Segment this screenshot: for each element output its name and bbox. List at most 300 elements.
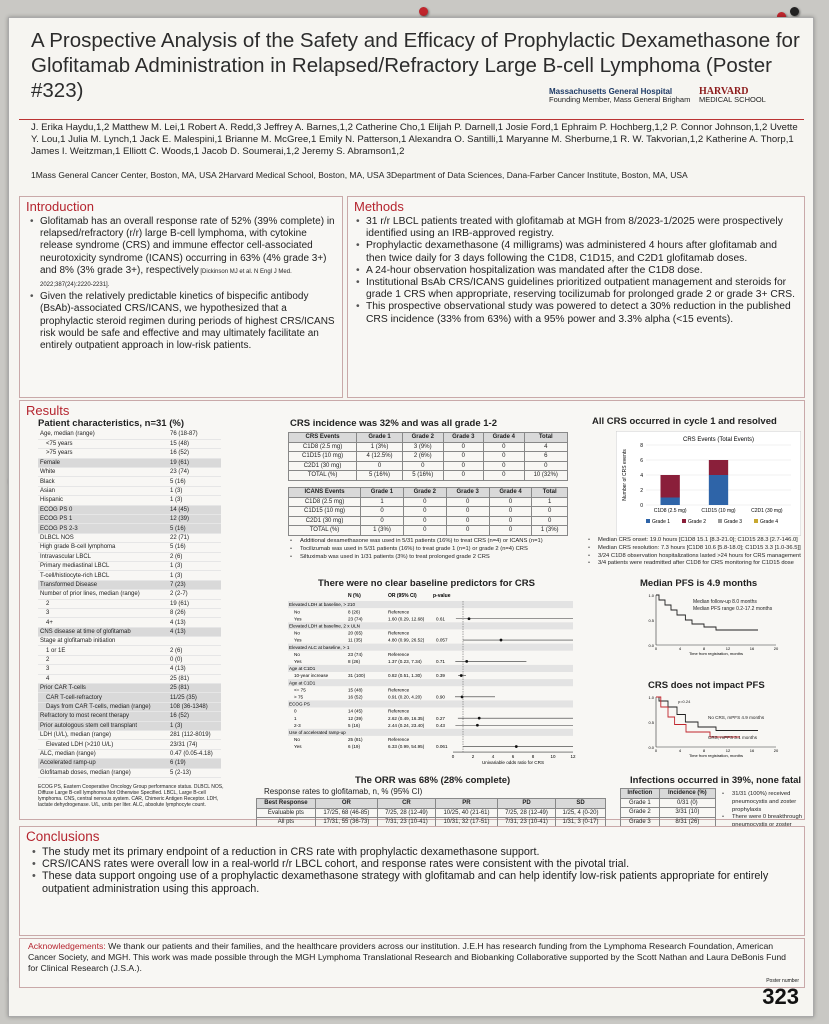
row-label: Use of accelerated ramp-up	[289, 730, 346, 735]
table-cell: 0	[443, 461, 484, 471]
x-tick-label: 10	[550, 754, 556, 760]
row-or: Reference	[388, 609, 410, 615]
row-n: 31 (100)	[348, 673, 366, 679]
table-cell: 10 (32%)	[524, 471, 567, 481]
table-row	[621, 798, 716, 808]
patient-characteristics-title: Patient characteristics, n=31 (%)	[38, 418, 184, 429]
row-value: 4 (13)	[168, 627, 221, 636]
row-value: 6 (19)	[168, 759, 221, 768]
table-row	[38, 430, 221, 439]
conclusions-section	[19, 826, 805, 936]
row-value: 16 (52)	[168, 712, 221, 721]
row-label: Elevated LDH (>210 U/L)	[38, 740, 168, 749]
x-tick-label: 4	[678, 646, 682, 651]
table-cell: 2 (6%)	[403, 452, 444, 462]
table-row	[38, 712, 221, 721]
table-cell: 0	[403, 497, 446, 507]
odds-ratio-point	[460, 674, 463, 677]
row-n: 14 (45)	[348, 708, 363, 714]
row-n: 11 (35)	[348, 637, 363, 643]
header-cell: Total	[532, 488, 568, 498]
row-label: Prior autologous stem cell transplant	[38, 721, 168, 730]
row-n: 23 (74)	[348, 616, 363, 622]
row-p: 0.057	[436, 637, 448, 643]
table-cell: C1D8 (2.5 mg)	[289, 497, 361, 507]
plot-annotation: No CRS, mPFS 4.9 months	[708, 715, 765, 720]
row-label: Elevated LDH at baseline, 2 x ULN	[289, 623, 360, 629]
crs-incidence-title: CRS incidence was 32% and was all grade 1-2	[290, 418, 497, 429]
legend-label: Grade 3	[724, 519, 743, 525]
row-value: 1 (3)	[168, 486, 221, 495]
table-row	[38, 439, 221, 448]
row-p: 0.27	[436, 715, 445, 721]
bar-segment	[709, 475, 728, 505]
table-cell: 10/31, 32 (17-51)	[435, 818, 497, 828]
odds-ratio-point	[468, 617, 471, 620]
x-tick-label: 8	[702, 748, 706, 753]
introduction-section	[19, 196, 343, 398]
table-row	[257, 808, 606, 818]
table-cell: 17/25, 68 (46-85)	[315, 808, 377, 818]
row-value: 19 (61)	[168, 458, 221, 467]
row-p: 0.71	[436, 659, 445, 664]
x-tick-label: 12	[725, 748, 731, 753]
table-cell: 0	[532, 516, 568, 526]
table-row	[38, 590, 221, 599]
list-item: • 31 r/r LBCL patients treated with glofitamab at MGH from 8/2023-1/2025 were prospectively identified using an IRB-approved registry.	[354, 216, 798, 240]
table-cell: Grade 2	[621, 808, 660, 818]
header-cell: Grade 1	[361, 488, 404, 498]
x-tick-label: 20	[773, 748, 779, 753]
table-cell: 0	[489, 516, 532, 526]
row-n: 25 (81)	[348, 737, 363, 743]
row-label: Transformed Disease	[38, 580, 168, 589]
row-label: CNS disease at time of glofitamab	[38, 627, 168, 636]
table-row	[38, 561, 221, 570]
table-row	[289, 497, 568, 507]
table-row	[38, 449, 221, 458]
x-tick-label: 0	[654, 748, 658, 753]
row-label: 3	[38, 665, 168, 674]
pushpin-icon	[790, 7, 799, 16]
y-tick-label: 0.0	[648, 643, 654, 648]
table-cell: 17/31, 55 (36-73)	[315, 818, 377, 828]
row-label: 4	[38, 674, 168, 683]
table-cell: 0	[489, 507, 532, 517]
row-label: High grade B-cell lymphoma	[38, 543, 168, 552]
crs-management-notes	[288, 538, 578, 561]
poster-title: A Prospective Analysis of the Safety and Efficacy of Prophylactic Dexamethasone for Glofitamab Administration in Relapsed/Refractory Large B-cell Lymphoma (Poster #323)	[31, 29, 800, 102]
row-label: Asian	[38, 486, 168, 495]
pfs-title: Median PFS is 4.9 months	[640, 578, 758, 589]
row-label: LDH (U/L), median (range)	[38, 731, 168, 740]
row-label: Intravascular LBCL	[38, 552, 168, 561]
row-or: 0.91 (0.20, 4.20)	[388, 694, 422, 700]
table-row	[38, 693, 221, 702]
table-row	[38, 496, 221, 505]
table-row	[38, 655, 221, 664]
row-label: Number of prior lines, median (range)	[38, 590, 168, 599]
list-item: • Institutional BsAb CRS/ICANS guidelines prioritized outpatient management and steroids for grade 1 CRS when appropriate, reserving tocilizumab for prolonged grade 2 or grade 3+ CRS.	[354, 277, 798, 301]
odds-ratio-point	[476, 724, 479, 727]
bar-segment	[661, 475, 680, 498]
table-header	[289, 433, 568, 443]
x-tick-label: 2	[471, 754, 475, 760]
methods-section	[347, 196, 805, 398]
row-value: 76 (18-87)	[168, 430, 221, 439]
table-cell: 1 (3%)	[361, 526, 404, 536]
row-label: Age at C1D1	[289, 666, 316, 672]
table-cell: TOTAL (%)	[289, 526, 361, 536]
table-cell: 0	[446, 526, 489, 536]
table-cell: 4	[524, 442, 567, 452]
row-value: 25 (81)	[168, 684, 221, 693]
table-cell: 0	[446, 507, 489, 517]
harvard-logo-text: HARVARD	[699, 86, 749, 97]
acknowledgements-heading: Acknowledgements:	[28, 941, 106, 951]
y-tick-label: 2	[640, 488, 643, 494]
table-cell: 5 (16%)	[403, 471, 444, 481]
section-heading: Results	[26, 403, 70, 418]
table-row	[38, 646, 221, 655]
table-cell: 3/31 (10)	[659, 808, 715, 818]
row-or: 0.82 (0.51, 1.30)	[388, 673, 422, 679]
table-row	[38, 486, 221, 495]
row-label: Primary mediastinal LBCL	[38, 561, 168, 570]
table-row	[38, 477, 221, 486]
table-cell: 4 (12.5%)	[357, 452, 403, 462]
crs-pfs-km-plot	[638, 693, 788, 778]
odds-ratio-point	[500, 639, 503, 642]
row-label: Black	[38, 477, 168, 486]
table-cell: 0/31 (0)	[659, 798, 715, 808]
y-tick-label: 1.0	[648, 593, 654, 598]
table-row	[38, 599, 221, 608]
row-value: 2 (6)	[168, 552, 221, 561]
table-row	[289, 452, 568, 462]
plot-annotation: Median follow-up 8.0 months	[693, 599, 757, 605]
citation: [Dickinson MJ et al. N Engl J Med. 2022;387(24):2220-2231].	[40, 268, 292, 289]
row-value: 25 (81)	[168, 674, 221, 683]
list-item: • There were 0 breakthrough	[720, 814, 804, 837]
row-value: 11/25 (35)	[168, 693, 221, 702]
legend-swatch	[682, 519, 686, 523]
list-item: • Additional dexamethasone was used in 5/31 patients (16%) to treat CRS (n=4) or ICANS (n=1)	[288, 538, 578, 546]
row-p: 0.90	[436, 694, 445, 700]
x-tick-label: C1D8 (2.5 mg)	[653, 508, 687, 514]
table-cell: 0	[446, 497, 489, 507]
row-label: 2	[38, 655, 168, 664]
row-label: ECOG PS 1	[38, 515, 168, 524]
list-item: • A 24-hour observation hospitalization was mandated after the C1D8 dose.	[354, 265, 798, 277]
table-cell: 5 (16%)	[357, 471, 403, 481]
header-cell: Grade 4	[484, 433, 525, 443]
table-cell: 0	[443, 442, 484, 452]
list-item: • This prospective observational study was powered to detect a 30% reduction in the published CRS incidence (33% from 63%) with a 95% power and 3.3% alpha (<15 events).	[354, 301, 798, 325]
row-label: Days from CAR T-cells, median (range)	[38, 702, 168, 711]
y-tick-label: 6	[640, 458, 643, 464]
row-label: Elevated ALC at baseline, > 1	[289, 644, 350, 650]
y-tick-label: 0.5	[648, 618, 654, 623]
table-row	[38, 458, 221, 467]
table-cell: 0	[484, 461, 525, 471]
poster-number	[762, 978, 799, 1010]
table-cell: 0	[484, 471, 525, 481]
x-tick-label: 8	[531, 754, 535, 760]
conclusions-list	[20, 846, 804, 895]
row-or: 1.60 (0.29, 12.68)	[388, 616, 425, 622]
row-label: Accelerated ramp-up	[38, 759, 168, 768]
table-cell: 1	[361, 497, 404, 507]
x-tick-label: 0	[654, 646, 658, 651]
bar-segment	[661, 498, 680, 506]
header-cell: ICANS Events	[289, 488, 361, 498]
table-cell: 0	[361, 507, 404, 517]
row-n: 6 (19)	[348, 744, 361, 750]
table-row	[38, 749, 221, 758]
table-row	[38, 768, 221, 777]
table-cell: TOTAL (%)	[289, 471, 357, 481]
column-header: N (%)	[348, 593, 361, 599]
x-tick-label: C2D1 (30 mg)	[751, 508, 783, 514]
table-cell: 7/25, 28 (12-49)	[498, 808, 556, 818]
plot-annotation: p=0.24	[678, 699, 691, 704]
x-tick-label: 8	[702, 646, 706, 651]
title-divider	[19, 119, 804, 120]
table-cell: Grade 1	[621, 798, 660, 808]
x-tick-label: 4	[678, 748, 682, 753]
row-value: 4 (13)	[168, 618, 221, 627]
row-label: 1 or 1E	[38, 646, 168, 655]
methods-list	[348, 216, 804, 326]
row-n: 5 (16)	[348, 722, 361, 728]
table-header	[257, 799, 606, 809]
odds-ratio-point	[478, 717, 481, 720]
row-value: 5 (16)	[168, 524, 221, 533]
table-cell: 0	[489, 497, 532, 507]
table-row	[38, 731, 221, 740]
table-cell: 0	[489, 526, 532, 536]
table-row	[38, 505, 221, 514]
row-label: ECOG PS	[289, 701, 310, 707]
row-label: T-cell/histiocyte-rich LBCL	[38, 571, 168, 580]
row-or: Reference	[388, 651, 410, 657]
table-row	[38, 571, 221, 580]
legend-label: Grade 4	[760, 519, 779, 525]
row-value: 5 (16)	[168, 477, 221, 486]
row-p: 0.43	[436, 722, 445, 728]
bar-segment	[709, 460, 728, 475]
pfs-km-plot	[638, 591, 788, 671]
table-cell: C1D15 (10 mg)	[289, 507, 361, 517]
row-value: 14 (45)	[168, 505, 221, 514]
x-tick-label: 16	[749, 748, 755, 753]
patient-characteristics-footnote: ECOG PS, Eastern Cooperative Oncology Group performance status. DLBCL NOS, Diffuse Large B-cell lymphoma Not Otherwise Specified. LBCL, Large B-cell lymphoma. CNS, central nervous system. CAR, Chimeric Antigen Receptor. LDH, lactate dehydrogenase. U/L, units per liter. ALC, absolute lymphocyte count.	[38, 784, 224, 808]
row-n: 23 (74)	[348, 651, 363, 657]
table-row	[38, 524, 221, 533]
infections-title: Infections occurred in 39%, none fatal	[630, 775, 802, 786]
section-heading: Introduction	[26, 199, 94, 214]
row-label: <= 75	[294, 687, 306, 693]
table-cell: 0	[484, 442, 525, 452]
table-cell: 1 (3%)	[357, 442, 403, 452]
x-tick-label: 16	[749, 646, 755, 651]
row-band	[288, 700, 573, 707]
table-row	[38, 543, 221, 552]
row-label: Yes	[294, 659, 302, 664]
table-cell: 0	[532, 507, 568, 517]
chart-title: CRS Events (Total Events)	[682, 437, 755, 443]
row-or: 2.62 (0.49, 16.35)	[388, 715, 425, 721]
orr-title: The ORR was 68% (28% complete)	[355, 775, 511, 786]
row-n: 20 (65)	[348, 630, 363, 636]
row-value: 8 (26)	[168, 608, 221, 617]
patient-characteristics-table	[38, 430, 221, 778]
header-cell: Grade 4	[489, 488, 532, 498]
table-cell: 1	[532, 497, 568, 507]
row-or: 2.44 (0.24, 23.40)	[388, 722, 425, 728]
affiliations: 1Mass General Cancer Center, Boston, MA, USA 2Harvard Medical School, Boston, MA, USA 3Department of Data Sciences, Dana-Farber Cancer Institute, Boston, MA, USA	[31, 170, 688, 180]
row-label: Female	[38, 458, 168, 467]
pushpin-icon	[419, 7, 428, 16]
y-tick-label: 0.0	[648, 745, 654, 750]
table-cell: 1/25, 4 (0-20)	[556, 808, 606, 818]
plot-annotation: CRS, mPFS 3.1 months	[708, 735, 758, 740]
table-row	[38, 580, 221, 589]
row-or: Reference	[388, 630, 410, 636]
header-cell: Incidence (%)	[659, 789, 715, 799]
table-cell: 0	[403, 526, 446, 536]
table-cell: 0	[403, 516, 446, 526]
header-cell: Infection	[621, 789, 660, 799]
table-cell: C1D15 (10 mg)	[289, 452, 357, 462]
header-cell: Best Response	[257, 799, 316, 809]
x-tick-label: 12	[725, 646, 731, 651]
row-n: 12 (39)	[348, 715, 363, 721]
table-row	[289, 442, 568, 452]
list-item: • 31/31 (100%) received pneumocystis and zoster prophylaxis	[720, 791, 804, 814]
row-value: 1 (3)	[168, 561, 221, 570]
table-cell: Evaluable pts	[257, 808, 316, 818]
survival-curve	[656, 697, 758, 731]
table-row	[289, 471, 568, 481]
row-label: 3	[38, 608, 168, 617]
acknowledgements-section	[19, 938, 805, 988]
author-list: J. Erika Haydu,1,2 Matthew M. Lei,1 Robert A. Redd,3 Jeffrey A. Barnes,1,2 Catherine Cho,1 Elijah P. Darnell,1 Josie Ford,1 Ephraim P. Hochberg,1,2 P. Connor Johnson,1,2 Uvette Y. Lou,1 Julia M. Lynch,1 Jack E. Malespini,1 Brianne M. McGree,1 Emily N. Patterson,1 Alexandra O. Santilli,1 Maryanne M. Sherburne,1 R. W. Takvorian,1,2 Katherine A. Thorp,1 James I. Weitzman,1 Elliott C. Woods,1 Jacob D. Soumerai,1,2 Jeremy S. Abramson1,2	[31, 122, 798, 157]
list-item: • 3/4 patients were readmitted after C1D8 for CRS monitoring for C1D15 dose	[586, 560, 806, 568]
acknowledgements-text: We thank our patients and their families, and the healthcare providers across our institution. J.E.H has research funding from the Lymphoma Research Foundation, American Cancer Society, and MGH. This work was made possible through the MGH Lymphoma Translational Research and Biobanking Collaborative supported by the Scott Nathan and Laura DeBonis Fund for Clinical Research (J.S.A.).	[28, 941, 786, 973]
table-row	[38, 759, 221, 768]
x-tick-label: C1D15 (10 mg)	[701, 508, 736, 514]
list-item: • CRS/ICANS rates were overall low in a real-world r/r LBCL cohort, and response rates were consistent with the pivotal trial.	[30, 858, 794, 870]
row-label: Yes	[294, 744, 302, 750]
row-label: 10-year increase	[294, 673, 329, 679]
results-section	[19, 400, 805, 826]
row-label: CAR T-cell-refractory	[38, 693, 168, 702]
x-tick-label: 0	[451, 754, 455, 760]
table-row	[38, 552, 221, 561]
row-value: 5 (2-13)	[168, 768, 221, 777]
row-p: 0.39	[436, 673, 445, 679]
y-tick-label: 8	[640, 443, 643, 449]
header-cell: Total	[524, 433, 567, 443]
table-row	[38, 721, 221, 730]
table-cell: 0	[446, 516, 489, 526]
table-row	[38, 665, 221, 674]
table-row	[38, 740, 221, 749]
list-item: • Median CRS resolution: 7.3 hours [C1D8 10.6 [5.8-18.0]; C1D15 3.3 [1.0-36.5]]	[586, 545, 806, 553]
mgh-logo-text: Massachusetts General Hospital	[549, 87, 673, 96]
row-value: 108 (36-1348)	[168, 702, 221, 711]
column-header: p-value	[433, 593, 451, 599]
crs-events-table	[288, 432, 568, 481]
row-label: Stage at glofitamab initiation	[38, 637, 168, 646]
table-cell: 7/31, 23 (10-41)	[377, 818, 435, 828]
table-row	[289, 526, 568, 536]
row-n: 15 (48)	[348, 687, 363, 693]
harvard-logo-subtext: MEDICAL SCHOOL	[699, 95, 766, 104]
table-cell: Grade 3	[621, 817, 660, 827]
table-cell: 8/31 (26)	[659, 817, 715, 827]
crs-timing-notes	[586, 537, 806, 568]
row-value: 16 (52)	[168, 449, 221, 458]
table-row	[38, 468, 221, 477]
row-or: 1.37 (0.23, 7.34)	[388, 659, 422, 664]
mgh-logo	[549, 88, 690, 104]
header-cell: Grade 3	[446, 488, 489, 498]
table-row	[38, 702, 221, 711]
row-label: Yes	[294, 637, 302, 643]
table-cell: 0	[524, 461, 567, 471]
odds-ratio-point	[515, 745, 518, 748]
row-value: 1 (3)	[168, 721, 221, 730]
row-p: 0.61	[436, 616, 445, 622]
x-axis-label: Time from registration, months	[688, 651, 744, 656]
table-cell: 3 (9%)	[403, 442, 444, 452]
row-or: Reference	[388, 737, 410, 743]
x-tick-label: 12	[570, 754, 576, 760]
row-label: <75 years	[38, 439, 168, 448]
row-value: 15 (48)	[168, 439, 221, 448]
row-label: ECOG PS 2-3	[38, 524, 168, 533]
row-or: 4.80 (0.99, 26.52)	[388, 637, 425, 643]
table-header	[289, 488, 568, 498]
table-cell: 10/25, 40 (21-61)	[435, 808, 497, 818]
x-tick-label: 6	[511, 754, 515, 760]
odds-ratio-point	[465, 660, 468, 663]
header-cell: Grade 2	[403, 488, 446, 498]
list-item: • 3/24 C1D8 observation hospitalizations lasted >24 hours for CRS management	[586, 553, 806, 561]
row-value: 1 (3)	[168, 571, 221, 580]
table-cell: C2D1 (30 mg)	[289, 516, 361, 526]
table-cell: 0	[403, 461, 444, 471]
table-cell: 0	[361, 516, 404, 526]
row-label: Yes	[294, 616, 302, 622]
row-band	[288, 665, 573, 672]
table-cell: 6	[524, 452, 567, 462]
table-row	[38, 515, 221, 524]
legend-label: Grade 1	[652, 519, 671, 525]
table-cell: 0	[443, 471, 484, 481]
legend-swatch	[718, 519, 722, 523]
section-heading: Conclusions	[26, 829, 100, 844]
table-row	[38, 674, 221, 683]
table-cell: 7/31, 23 (10-41)	[498, 818, 556, 828]
poster	[8, 17, 814, 1017]
orr-subtitle: Response rates to glofitamab, n, % (95% CI)	[264, 787, 423, 796]
list-item: • The study met its primary endpoint of a reduction in CRS rate with prophylactic dexamethasone support.	[30, 846, 794, 858]
table-cell: 0	[443, 452, 484, 462]
